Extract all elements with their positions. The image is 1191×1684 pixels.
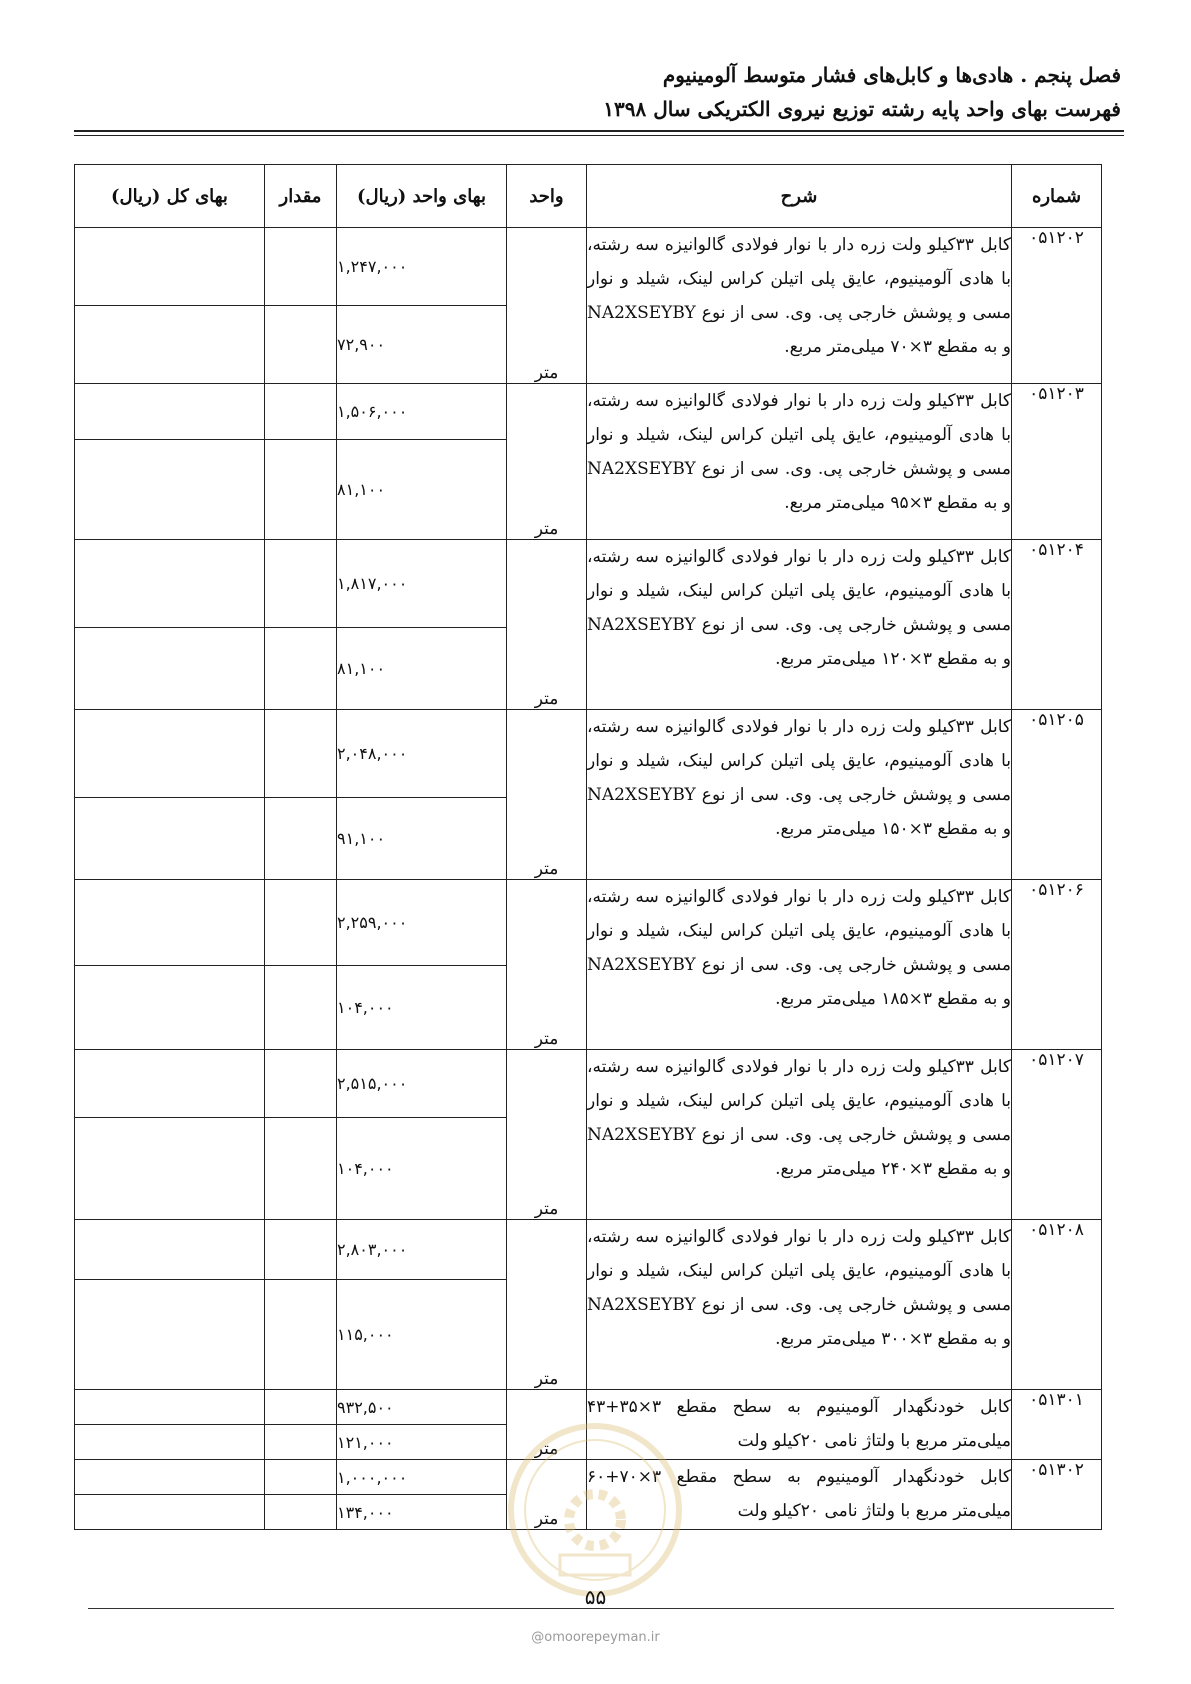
unit-price-supply: ۱,۰۰۰,۰۰۰ (337, 1460, 507, 1495)
page-number: ۵۵ (584, 1585, 607, 1609)
unit-price-supply: ۲,۵۱۵,۰۰۰ (337, 1050, 507, 1118)
item-code: ۰۵۱۲۰۶ (1012, 880, 1102, 1050)
item-code: ۰۵۱۲۰۴ (1012, 540, 1102, 710)
publisher-seal-watermark (505, 1420, 685, 1600)
total-cell[interactable] (75, 440, 265, 540)
item-code: ۰۵۱۲۰۷ (1012, 1050, 1102, 1220)
unit-price-install: ۸۱,۱۰۰ (337, 628, 507, 710)
quantity-cell[interactable] (265, 1495, 337, 1530)
table-row (75, 228, 1102, 306)
item-code: ۰۵۱۲۰۸ (1012, 1220, 1102, 1390)
quantity-cell[interactable] (265, 440, 337, 540)
col-header-desc: شرح (587, 165, 1012, 228)
unit-price-supply: ۲,۲۵۹,۰۰۰ (337, 880, 507, 966)
item-code: ۰۵۱۲۰۵ (1012, 710, 1102, 880)
total-cell[interactable] (75, 1495, 265, 1530)
quantity-cell[interactable] (265, 540, 337, 628)
header-rule-thick (74, 130, 1124, 132)
item-unit: متر (507, 710, 587, 880)
website-credit: @omoorepeyman.ir (531, 1630, 660, 1645)
item-unit: متر (507, 1390, 587, 1460)
quantity-cell[interactable] (265, 1460, 337, 1495)
total-cell[interactable] (75, 1460, 265, 1495)
item-unit: متر (507, 1050, 587, 1220)
header-rule-thin (74, 135, 1124, 136)
item-unit: متر (507, 540, 587, 710)
quantity-cell[interactable] (265, 798, 337, 880)
item-unit: متر (507, 1460, 587, 1530)
col-header-total: بهای کل (ریال) (75, 165, 265, 228)
total-cell[interactable] (75, 228, 265, 306)
total-cell[interactable] (75, 710, 265, 798)
unit-price-supply: ۱,۲۴۷,۰۰۰ (337, 228, 507, 306)
unit-price-supply: ۲,۸۰۳,۰۰۰ (337, 1220, 507, 1280)
total-cell[interactable] (75, 1390, 265, 1425)
table-row (75, 710, 1102, 798)
total-cell[interactable] (75, 1425, 265, 1460)
unit-price-install: ۱۲۱,۰۰۰ (337, 1425, 507, 1460)
unit-price-install: ۱۳۴,۰۰۰ (337, 1495, 507, 1530)
item-unit: متر (507, 384, 587, 540)
total-cell[interactable] (75, 880, 265, 966)
quantity-cell[interactable] (265, 228, 337, 306)
total-cell[interactable] (75, 1280, 265, 1390)
item-code: ۰۵۱۳۰۲ (1012, 1460, 1102, 1530)
total-cell[interactable] (75, 798, 265, 880)
table-row (75, 384, 1102, 440)
quantity-cell[interactable] (265, 1425, 337, 1460)
total-cell[interactable] (75, 966, 265, 1050)
col-header-unit-price: بهای واحد (ریال) (337, 165, 507, 228)
item-code: ۰۵۱۳۰۱ (1012, 1390, 1102, 1460)
total-cell[interactable] (75, 384, 265, 440)
quantity-cell[interactable] (265, 306, 337, 384)
quantity-cell[interactable] (265, 710, 337, 798)
item-code: ۰۵۱۲۰۳ (1012, 384, 1102, 540)
total-cell[interactable] (75, 306, 265, 384)
unit-price-install: ۹۱,۱۰۰ (337, 798, 507, 880)
table-header-row (75, 165, 1102, 228)
quantity-cell[interactable] (265, 966, 337, 1050)
item-description: کابل خودنگهدار آلومینیوم به سطح مقطع ۳×۷۰+۶۰ میلی‌متر مربع با ولتاژ نامی ۲۰کیلو ولت (587, 1460, 1012, 1530)
quantity-cell[interactable] (265, 628, 337, 710)
item-description: کابل ۳۳کیلو ولت زره دار با نوار فولادی گالوانیزه سه رشته، با هادی آلومینیوم، عایق پلی اتیلن کراس لینک، شیلد و نوار مسی و پوشش خارجی پی. وی. سی از نوع NA2XSEYBY و به مقطع ۳×۳۰۰ میلی‌متر مربع. (587, 1220, 1012, 1390)
quantity-cell[interactable] (265, 1390, 337, 1425)
footer-rule (88, 1608, 1114, 1609)
quantity-cell[interactable] (265, 384, 337, 440)
item-unit: متر (507, 880, 587, 1050)
item-description: کابل ۳۳کیلو ولت زره دار با نوار فولادی گالوانیزه سه رشته، با هادی آلومینیوم، عایق پلی اتیلن کراس لینک، شیلد و نوار مسی و پوشش خارجی پی. وی. سی از نوع NA2XSEYBY و به مقطع ۳×۲۴۰ میلی‌متر مربع. (587, 1050, 1012, 1220)
document-title: فهرست بهای واحد پایه رشته توزیع نیروی الکتریکی سال ۱۳۹۸ (603, 97, 1121, 121)
unit-price-supply: ۹۳۲,۵۰۰ (337, 1390, 507, 1425)
price-table (74, 164, 1102, 1530)
item-unit: متر (507, 1220, 587, 1390)
unit-price-install: ۷۲,۹۰۰ (337, 306, 507, 384)
quantity-cell[interactable] (265, 880, 337, 966)
item-description: کابل ۳۳کیلو ولت زره دار با نوار فولادی گالوانیزه سه رشته، با هادی آلومینیوم، عایق پلی اتیلن کراس لینک، شیلد و نوار مسی و پوشش خارجی پی. وی. سی از نوع NA2XSEYBY و به مقطع ۳×۷۰ میلی‌متر مربع. (587, 228, 1012, 384)
unit-price-supply: ۱,۵۰۶,۰۰۰ (337, 384, 507, 440)
item-description: کابل خودنگهدار آلومینیوم به سطح مقطع ۳×۳۵+۴۳ میلی‌متر مربع با ولتاژ نامی ۲۰کیلو ولت (587, 1390, 1012, 1460)
unit-price-install: ۱۰۴,۰۰۰ (337, 966, 507, 1050)
item-description: کابل ۳۳کیلو ولت زره دار با نوار فولادی گالوانیزه سه رشته، با هادی آلومینیوم، عایق پلی اتیلن کراس لینک، شیلد و نوار مسی و پوشش خارجی پی. وی. سی از نوع NA2XSEYBY و به مقطع ۳×۹۵ میلی‌متر مربع. (587, 384, 1012, 540)
unit-price-install: ۱۱۵,۰۰۰ (337, 1280, 507, 1390)
item-code: ۰۵۱۲۰۲ (1012, 228, 1102, 384)
unit-price-supply: ۲,۰۴۸,۰۰۰ (337, 710, 507, 798)
total-cell[interactable] (75, 1220, 265, 1280)
chapter-title: فصل پنجم . هادی‌ها و کابل‌های فشار متوسط آلومینیوم (662, 63, 1121, 87)
unit-price-supply: ۱,۸۱۷,۰۰۰ (337, 540, 507, 628)
item-unit: متر (507, 228, 587, 384)
total-cell[interactable] (75, 1050, 265, 1118)
table-row (75, 1050, 1102, 1118)
quantity-cell[interactable] (265, 1220, 337, 1280)
item-description: کابل ۳۳کیلو ولت زره دار با نوار فولادی گالوانیزه سه رشته، با هادی آلومینیوم، عایق پلی اتیلن کراس لینک، شیلد و نوار مسی و پوشش خارجی پی. وی. سی از نوع NA2XSEYBY و به مقطع ۳×۱۲۰ میلی‌متر مربع. (587, 540, 1012, 710)
item-description: کابل ۳۳کیلو ولت زره دار با نوار فولادی گالوانیزه سه رشته، با هادی آلومینیوم، عایق پلی اتیلن کراس لینک، شیلد و نوار مسی و پوشش خارجی پی. وی. سی از نوع NA2XSEYBY و به مقطع ۳×۱۸۵ میلی‌متر مربع. (587, 880, 1012, 1050)
unit-price-install: ۱۰۴,۰۰۰ (337, 1118, 507, 1220)
table-row (75, 1220, 1102, 1280)
quantity-cell[interactable] (265, 1050, 337, 1118)
total-cell[interactable] (75, 540, 265, 628)
table-row (75, 540, 1102, 628)
page-header (71, 58, 1121, 126)
unit-price-install: ۸۱,۱۰۰ (337, 440, 507, 540)
col-header-quantity: مقدار (265, 165, 337, 228)
item-description: کابل ۳۳کیلو ولت زره دار با نوار فولادی گالوانیزه سه رشته، با هادی آلومینیوم، عایق پلی اتیلن کراس لینک، شیلد و نوار مسی و پوشش خارجی پی. وی. سی از نوع NA2XSEYBY و به مقطع ۳×۱۵۰ میلی‌متر مربع. (587, 710, 1012, 880)
quantity-cell[interactable] (265, 1118, 337, 1220)
total-cell[interactable] (75, 1118, 265, 1220)
col-header-code: شماره (1012, 165, 1102, 228)
table-row (75, 880, 1102, 966)
col-header-unit: واحد (507, 165, 587, 228)
quantity-cell[interactable] (265, 1280, 337, 1390)
total-cell[interactable] (75, 628, 265, 710)
